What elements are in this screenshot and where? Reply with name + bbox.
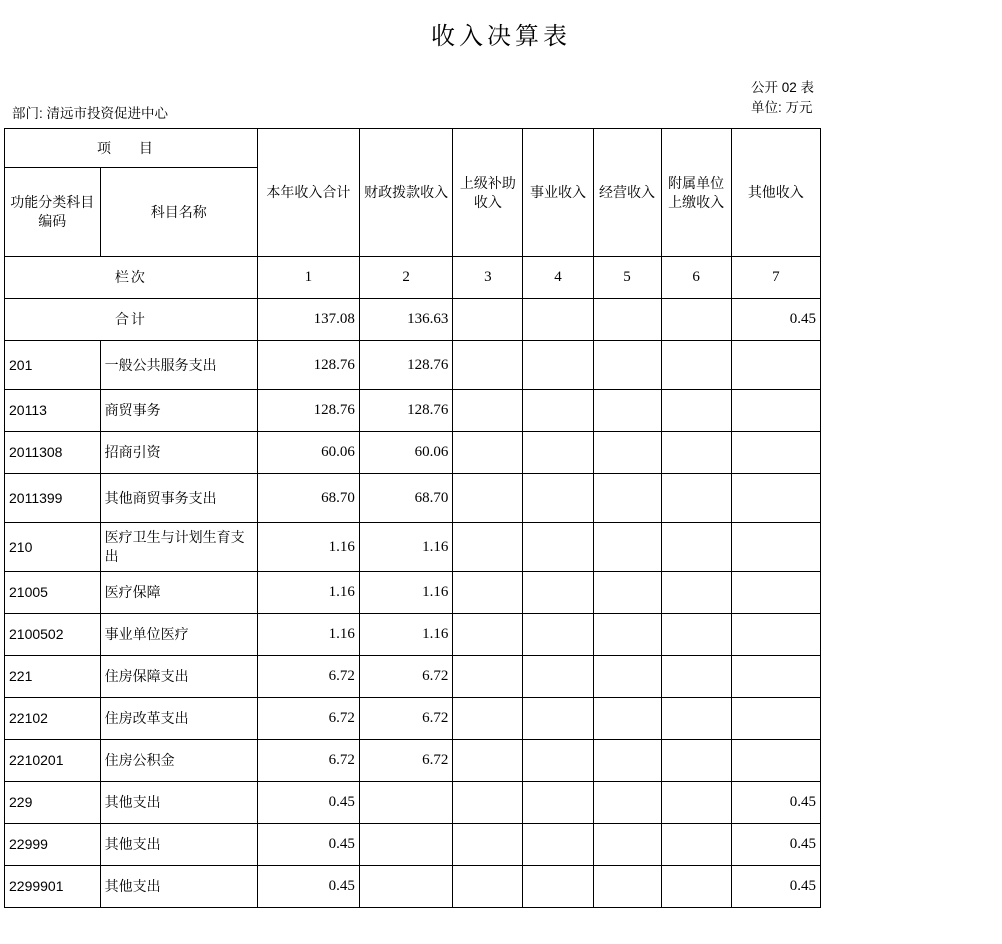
cell-value [593, 474, 661, 523]
cell-value [453, 698, 523, 740]
cell-value [453, 341, 523, 390]
cell-value [731, 740, 820, 782]
cell-value [731, 474, 820, 523]
cell-value: 6.72 [359, 698, 452, 740]
cell-value [593, 656, 661, 698]
cell-value: 128.76 [257, 341, 359, 390]
cell-value: 6.72 [359, 740, 452, 782]
table-row [5, 390, 821, 432]
cell-code: 229 [5, 782, 101, 824]
cell-value: 0.45 [731, 866, 820, 908]
cell-value [661, 432, 731, 474]
table-header-row-1 [5, 129, 821, 168]
cell-value [593, 782, 661, 824]
header-col-attached: 附属单位上缴收入 [661, 129, 731, 257]
cell-value [731, 432, 820, 474]
cell-value [593, 740, 661, 782]
document-page [0, 16, 1002, 944]
cell-name: 医疗卫生与计划生育支出 [100, 523, 257, 572]
header-item-group: 项 目 [5, 129, 258, 168]
cell-value: 1.16 [257, 523, 359, 572]
lanci-num-6: 6 [661, 257, 731, 299]
table-row [5, 572, 821, 614]
table-row [5, 614, 821, 656]
income-final-accounts-table [4, 128, 821, 908]
cell-value [453, 614, 523, 656]
cell-value [731, 572, 820, 614]
cell-value: 0.45 [257, 866, 359, 908]
cell-value [359, 824, 452, 866]
table-row [5, 866, 821, 908]
cell-name: 其他支出 [100, 782, 257, 824]
cell-name: 其他支出 [100, 866, 257, 908]
form-meta [751, 78, 814, 118]
cell-value: 128.76 [359, 390, 452, 432]
cell-value: 136.63 [359, 299, 452, 341]
cell-value [731, 698, 820, 740]
cell-value [731, 656, 820, 698]
cell-value [453, 523, 523, 572]
cell-value [661, 782, 731, 824]
header-col-other: 其他收入 [731, 129, 820, 257]
cell-value [661, 390, 731, 432]
cell-value [453, 866, 523, 908]
cell-value: 137.08 [257, 299, 359, 341]
cell-value [731, 523, 820, 572]
cell-value [453, 390, 523, 432]
table-row [5, 740, 821, 782]
cell-value: 68.70 [257, 474, 359, 523]
cell-value [523, 523, 593, 572]
cell-value [359, 782, 452, 824]
cell-value [593, 866, 661, 908]
cell-value: 60.06 [257, 432, 359, 474]
table-row [5, 474, 821, 523]
header-col-code: 功能分类科目编码 [5, 168, 101, 257]
table-row [5, 698, 821, 740]
table-row [5, 341, 821, 390]
cell-value [453, 656, 523, 698]
table-row [5, 432, 821, 474]
cell-value: 1.16 [359, 523, 452, 572]
cell-value [453, 432, 523, 474]
header-col-fiscal: 财政拨款收入 [359, 129, 452, 257]
unit-note: 单位: 万元 [750, 100, 813, 115]
table-row [5, 299, 821, 341]
cell-value [523, 390, 593, 432]
cell-value [453, 299, 523, 341]
cell-value [523, 341, 593, 390]
cell-value: 0.45 [731, 299, 820, 341]
cell-code: 210 [5, 523, 101, 572]
cell-value [453, 740, 523, 782]
cell-value [593, 572, 661, 614]
cell-value [523, 698, 593, 740]
cell-name: 住房改革支出 [100, 698, 257, 740]
form-number: 公开 02 表 [750, 80, 814, 95]
cell-value: 0.45 [257, 824, 359, 866]
cell-value: 0.45 [257, 782, 359, 824]
cell-value [453, 572, 523, 614]
cell-value [661, 866, 731, 908]
cell-value: 60.06 [359, 432, 452, 474]
cell-value [523, 824, 593, 866]
cell-code: 22102 [5, 698, 101, 740]
table-row [5, 824, 821, 866]
cell-value [523, 299, 593, 341]
cell-value: 68.70 [359, 474, 452, 523]
cell-value: 128.76 [257, 390, 359, 432]
cell-value [523, 474, 593, 523]
cell-value [593, 523, 661, 572]
row-total-label: 合计 [5, 299, 258, 341]
cell-value: 1.16 [257, 614, 359, 656]
cell-value [731, 614, 820, 656]
cell-value: 1.16 [359, 614, 452, 656]
cell-name: 其他支出 [100, 824, 257, 866]
lanci-num-2: 2 [359, 257, 452, 299]
cell-name: 医疗保障 [100, 572, 257, 614]
cell-name: 商贸事务 [100, 390, 257, 432]
cell-value [523, 656, 593, 698]
cell-value [593, 614, 661, 656]
cell-value: 0.45 [731, 824, 820, 866]
lanci-num-4: 4 [523, 257, 593, 299]
cell-code: 201 [5, 341, 101, 390]
cell-value [523, 866, 593, 908]
header-col-superior: 上级补助收入 [453, 129, 523, 257]
header-col-business: 事业收入 [523, 129, 593, 257]
cell-value [731, 341, 820, 390]
cell-code: 2011399 [5, 474, 101, 523]
cell-value: 6.72 [257, 698, 359, 740]
cell-code: 21005 [5, 572, 101, 614]
cell-value [593, 698, 661, 740]
cell-value [523, 572, 593, 614]
cell-value [661, 299, 731, 341]
lanci-num-3: 3 [453, 257, 523, 299]
cell-value [453, 474, 523, 523]
department-name: 清远市投资促进中心 [46, 106, 169, 121]
cell-name: 事业单位医疗 [100, 614, 257, 656]
cell-name: 招商引资 [100, 432, 257, 474]
cell-value [731, 390, 820, 432]
cell-value: 1.16 [359, 572, 452, 614]
cell-value [661, 341, 731, 390]
cell-value [523, 782, 593, 824]
lanci-num-5: 5 [593, 257, 661, 299]
cell-value [661, 523, 731, 572]
cell-code: 2011308 [5, 432, 101, 474]
cell-value [593, 432, 661, 474]
cell-name: 住房公积金 [100, 740, 257, 782]
cell-value [593, 341, 661, 390]
department-label: 部门: [12, 106, 43, 121]
cell-code: 2299901 [5, 866, 101, 908]
cell-code: 2210201 [5, 740, 101, 782]
cell-value: 128.76 [359, 341, 452, 390]
header-col-name: 科目名称 [100, 168, 257, 257]
table-row [5, 782, 821, 824]
department-line [12, 102, 168, 122]
cell-value [593, 299, 661, 341]
cell-value: 6.72 [257, 740, 359, 782]
lanci-num-1: 1 [257, 257, 359, 299]
cell-value: 6.72 [359, 656, 452, 698]
cell-code: 221 [5, 656, 101, 698]
cell-code: 20113 [5, 390, 101, 432]
cell-value [593, 390, 661, 432]
cell-value [661, 698, 731, 740]
header-col-total: 本年收入合计 [257, 129, 359, 257]
cell-value [661, 740, 731, 782]
lanci-num-7: 7 [731, 257, 820, 299]
cell-value: 1.16 [257, 572, 359, 614]
cell-value [661, 614, 731, 656]
cell-code: 2100502 [5, 614, 101, 656]
table-row-lanci [5, 257, 821, 299]
cell-value [661, 572, 731, 614]
table-row [5, 656, 821, 698]
cell-value [359, 866, 452, 908]
cell-code: 22999 [5, 824, 101, 866]
cell-value [661, 824, 731, 866]
page-title: 收入决算表 [431, 24, 571, 50]
cell-value: 6.72 [257, 656, 359, 698]
table-row [5, 523, 821, 572]
cell-value: 0.45 [731, 782, 820, 824]
cell-name: 住房保障支出 [100, 656, 257, 698]
cell-value [661, 474, 731, 523]
cell-value [453, 782, 523, 824]
cell-value [661, 656, 731, 698]
cell-value [523, 432, 593, 474]
header-col-operating: 经营收入 [593, 129, 661, 257]
lanci-label: 栏次 [5, 257, 258, 299]
cell-value [453, 824, 523, 866]
cell-value [523, 740, 593, 782]
cell-name: 一般公共服务支出 [100, 341, 257, 390]
cell-value [523, 614, 593, 656]
cell-name: 其他商贸事务支出 [100, 474, 257, 523]
cell-value [593, 824, 661, 866]
